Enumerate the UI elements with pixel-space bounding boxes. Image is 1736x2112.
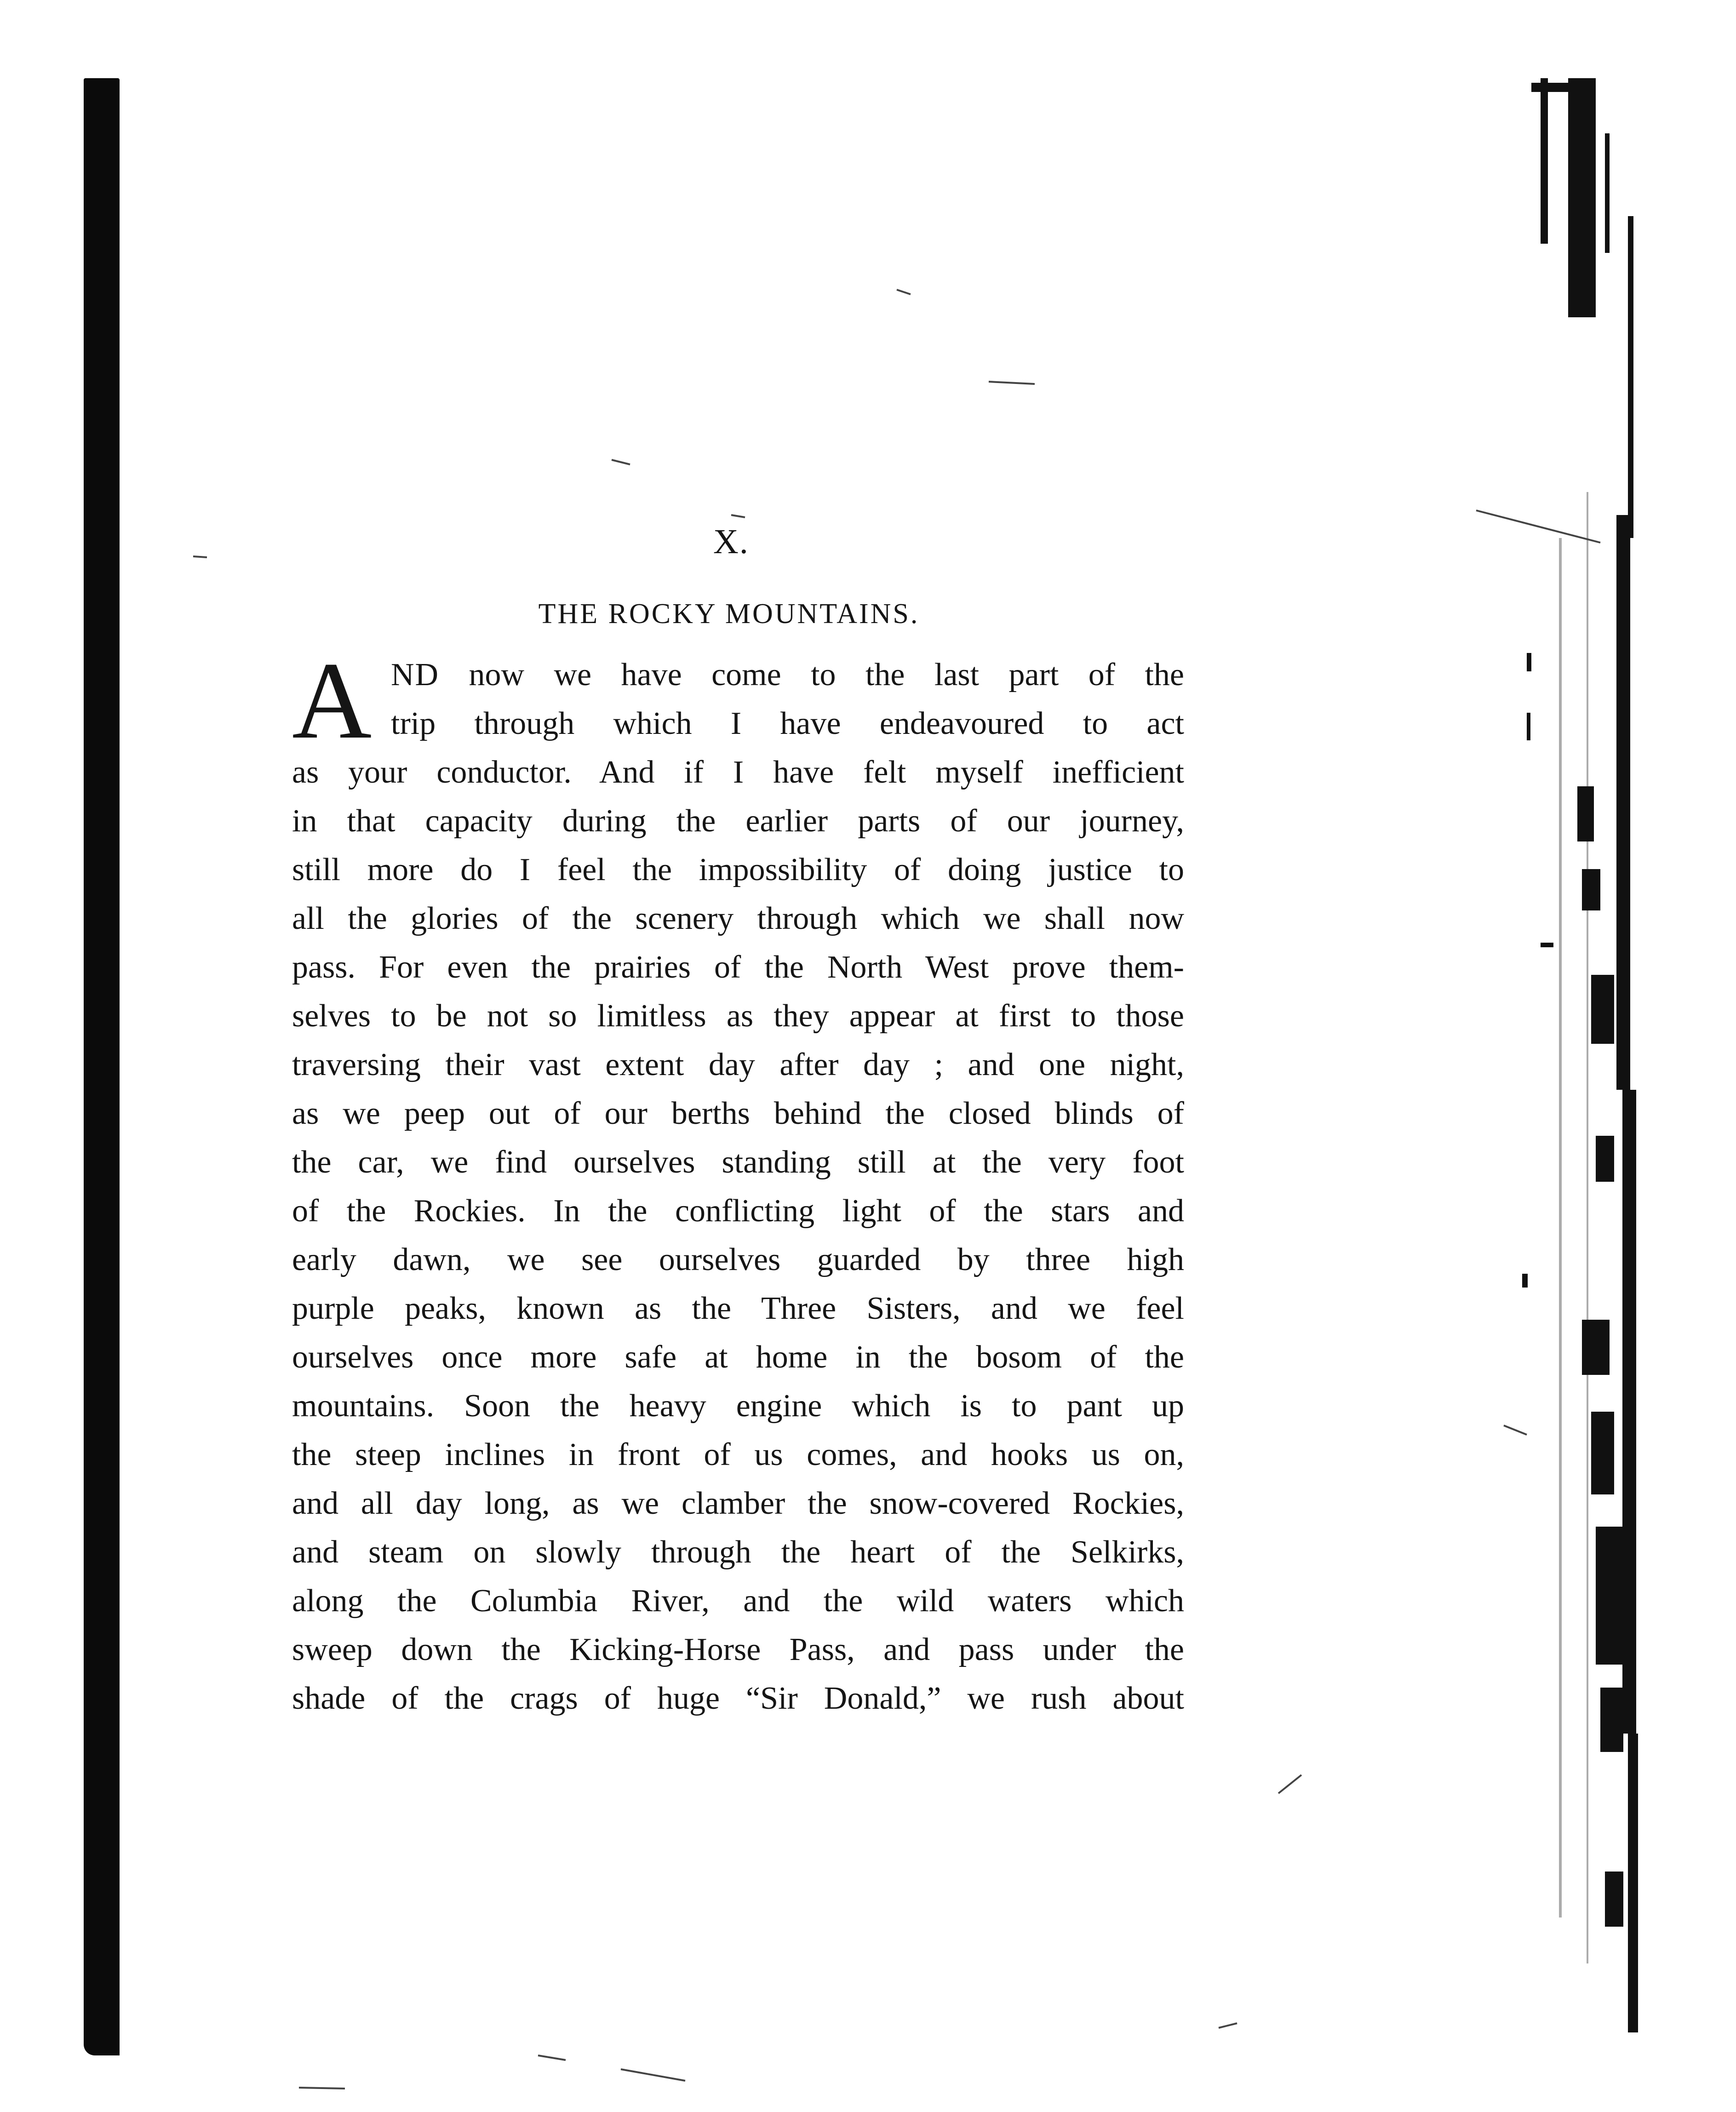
text-line: all the glories of the scenery through which we shall now: [292, 901, 1184, 936]
text-line: and steam on slowly through the heart of the Selkirks,: [292, 1534, 1184, 1570]
text-line: purple peaks, known as the Three Sisters, and we feel: [292, 1291, 1184, 1326]
text-line: as your conductor. And if I have felt myself inefficient: [292, 755, 1184, 790]
text-line: ND now we have come to the last part of the: [391, 657, 1184, 693]
binding-shadow: [84, 78, 120, 2055]
text-line: in that capacity during the earlier parts of our journey,: [292, 803, 1184, 839]
text-line: and all day long, as we clamber the snow-covered Rockies,: [292, 1486, 1184, 1521]
chapter-title: THE ROCKY MOUNTAINS.: [538, 598, 920, 630]
text-line: ourselves once more safe at home in the bosom of the: [292, 1339, 1184, 1375]
text-line: along the Columbia River, and the wild waters which: [292, 1583, 1184, 1619]
text-line: early dawn, we see ourselves guarded by three high: [292, 1242, 1184, 1277]
text-line: still more do I feel the impossibility of doing justice to: [292, 852, 1184, 887]
text-line: mountains. Soon the heavy engine which is to pant up: [292, 1388, 1184, 1424]
text-line: the steep inclines in front of us comes, and hooks us on,: [292, 1437, 1184, 1472]
drop-cap: A: [292, 639, 372, 761]
text-line: pass. For even the prairies of the North West prove them-: [292, 950, 1184, 985]
text-line: sweep down the Kicking-Horse Pass, and pass under the: [292, 1632, 1184, 1667]
text-line: as we peep out of our berths behind the closed blinds of: [292, 1096, 1184, 1131]
text-line: of the Rockies. In the conflicting light of the stars and: [292, 1193, 1184, 1229]
chapter-number: X.: [713, 522, 749, 561]
text-line: shade of the crags of huge “Sir Donald,” we rush about: [292, 1681, 1184, 1716]
lead-caps: ND: [391, 657, 440, 693]
text-line: trip through which I have endeavoured to act: [391, 706, 1184, 741]
text-line: traversing their vast extent day after day ; and one night,: [292, 1047, 1184, 1082]
scan-edge-noise: [1513, 78, 1665, 2046]
text-line: the car, we find ourselves standing still at the very foot: [292, 1145, 1184, 1180]
chapter-body: [292, 639, 1184, 1723]
text-line: selves to be not so limitless as they appear at first to those: [292, 998, 1184, 1034]
